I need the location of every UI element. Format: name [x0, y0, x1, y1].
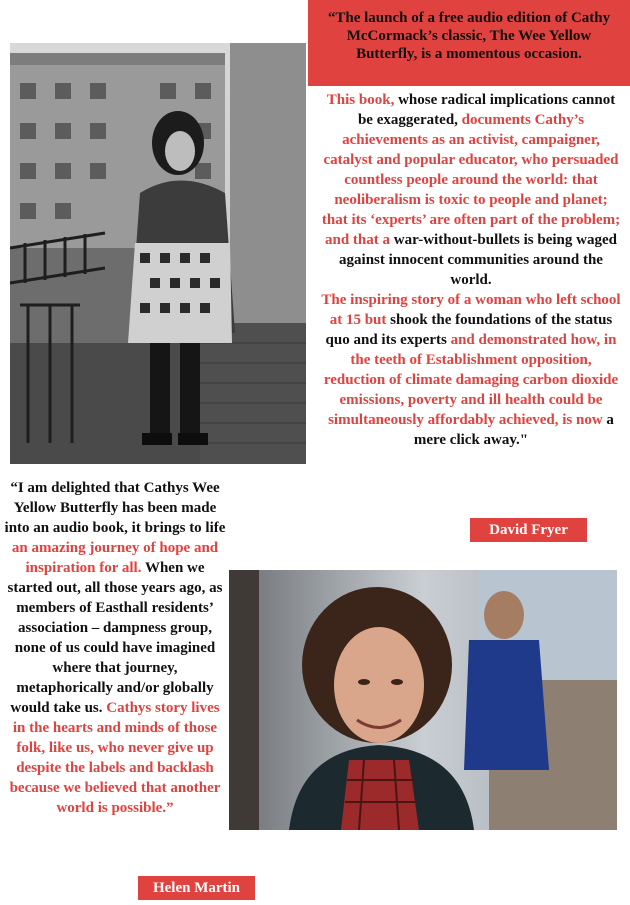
quote-segment: documents Cathy’s achievements as an activist, campaigner, catalyst and popular educator, who persuaded countless people around the world: that neoliberalism is toxic to people and planet; that its ‘experts’ are often part of the problem; and that a	[321, 112, 621, 248]
quote-segment: “I am delighted that Cathys Wee Yellow Butterfly has been made into an audio book, it brings to life	[4, 480, 226, 536]
quote-segment: The inspiring story of a woman who left school at 15 but	[321, 292, 621, 328]
quote-segment: a mere click away."	[413, 412, 614, 448]
helen-martin-quote	[4, 478, 226, 818]
author-name: Helen Martin	[152, 880, 241, 896]
david-fryer-quote	[320, 90, 622, 450]
quote-header-banner	[308, 0, 630, 86]
quote-segment: shook the foundations of the status quo and its experts	[325, 312, 613, 348]
quote-segment: whose radical implications cannot be exaggerated,	[357, 92, 616, 128]
quote-paragraph-2	[320, 290, 622, 450]
photo-woman-leaning-on-wall	[10, 43, 306, 464]
quote-paragraph-1	[320, 90, 622, 290]
quote-segment: and demonstrated how, in the teeth of Establishment opposition, reduction of climate damaging carbon dioxide emissions, poverty and ill health could be simultaneously affordably achieved, is now	[323, 332, 619, 428]
quote-header-text: “The launch of a free audio edition of Cathy McCormack’s classic, The Wee Yellow Butterfly, is a momentous occasion.	[327, 10, 611, 62]
quote-segment: war-without-bullets is being waged against innocent communities around the world.	[339, 232, 617, 288]
quote-segment: Cathys story lives in the hearts and minds of those folk, like us, who never give up despite the labels and backlash because we believed that another world is possible.”	[9, 700, 221, 816]
photo-smiling-woman	[229, 570, 617, 830]
quote-segment: When we started out, all those years ago, as members of Easthall residents’ association – dampness group, none of us could have imagined where that journey, metaphorically and/or globally would take us.	[7, 560, 223, 716]
quote-segment: This book,	[326, 92, 399, 108]
quote-segment: an amazing journey of hope and inspiration for all.	[11, 540, 219, 576]
author-badge-helen-martin	[138, 876, 255, 900]
author-badge-david-fryer	[470, 518, 587, 542]
author-name: David Fryer	[489, 522, 568, 538]
